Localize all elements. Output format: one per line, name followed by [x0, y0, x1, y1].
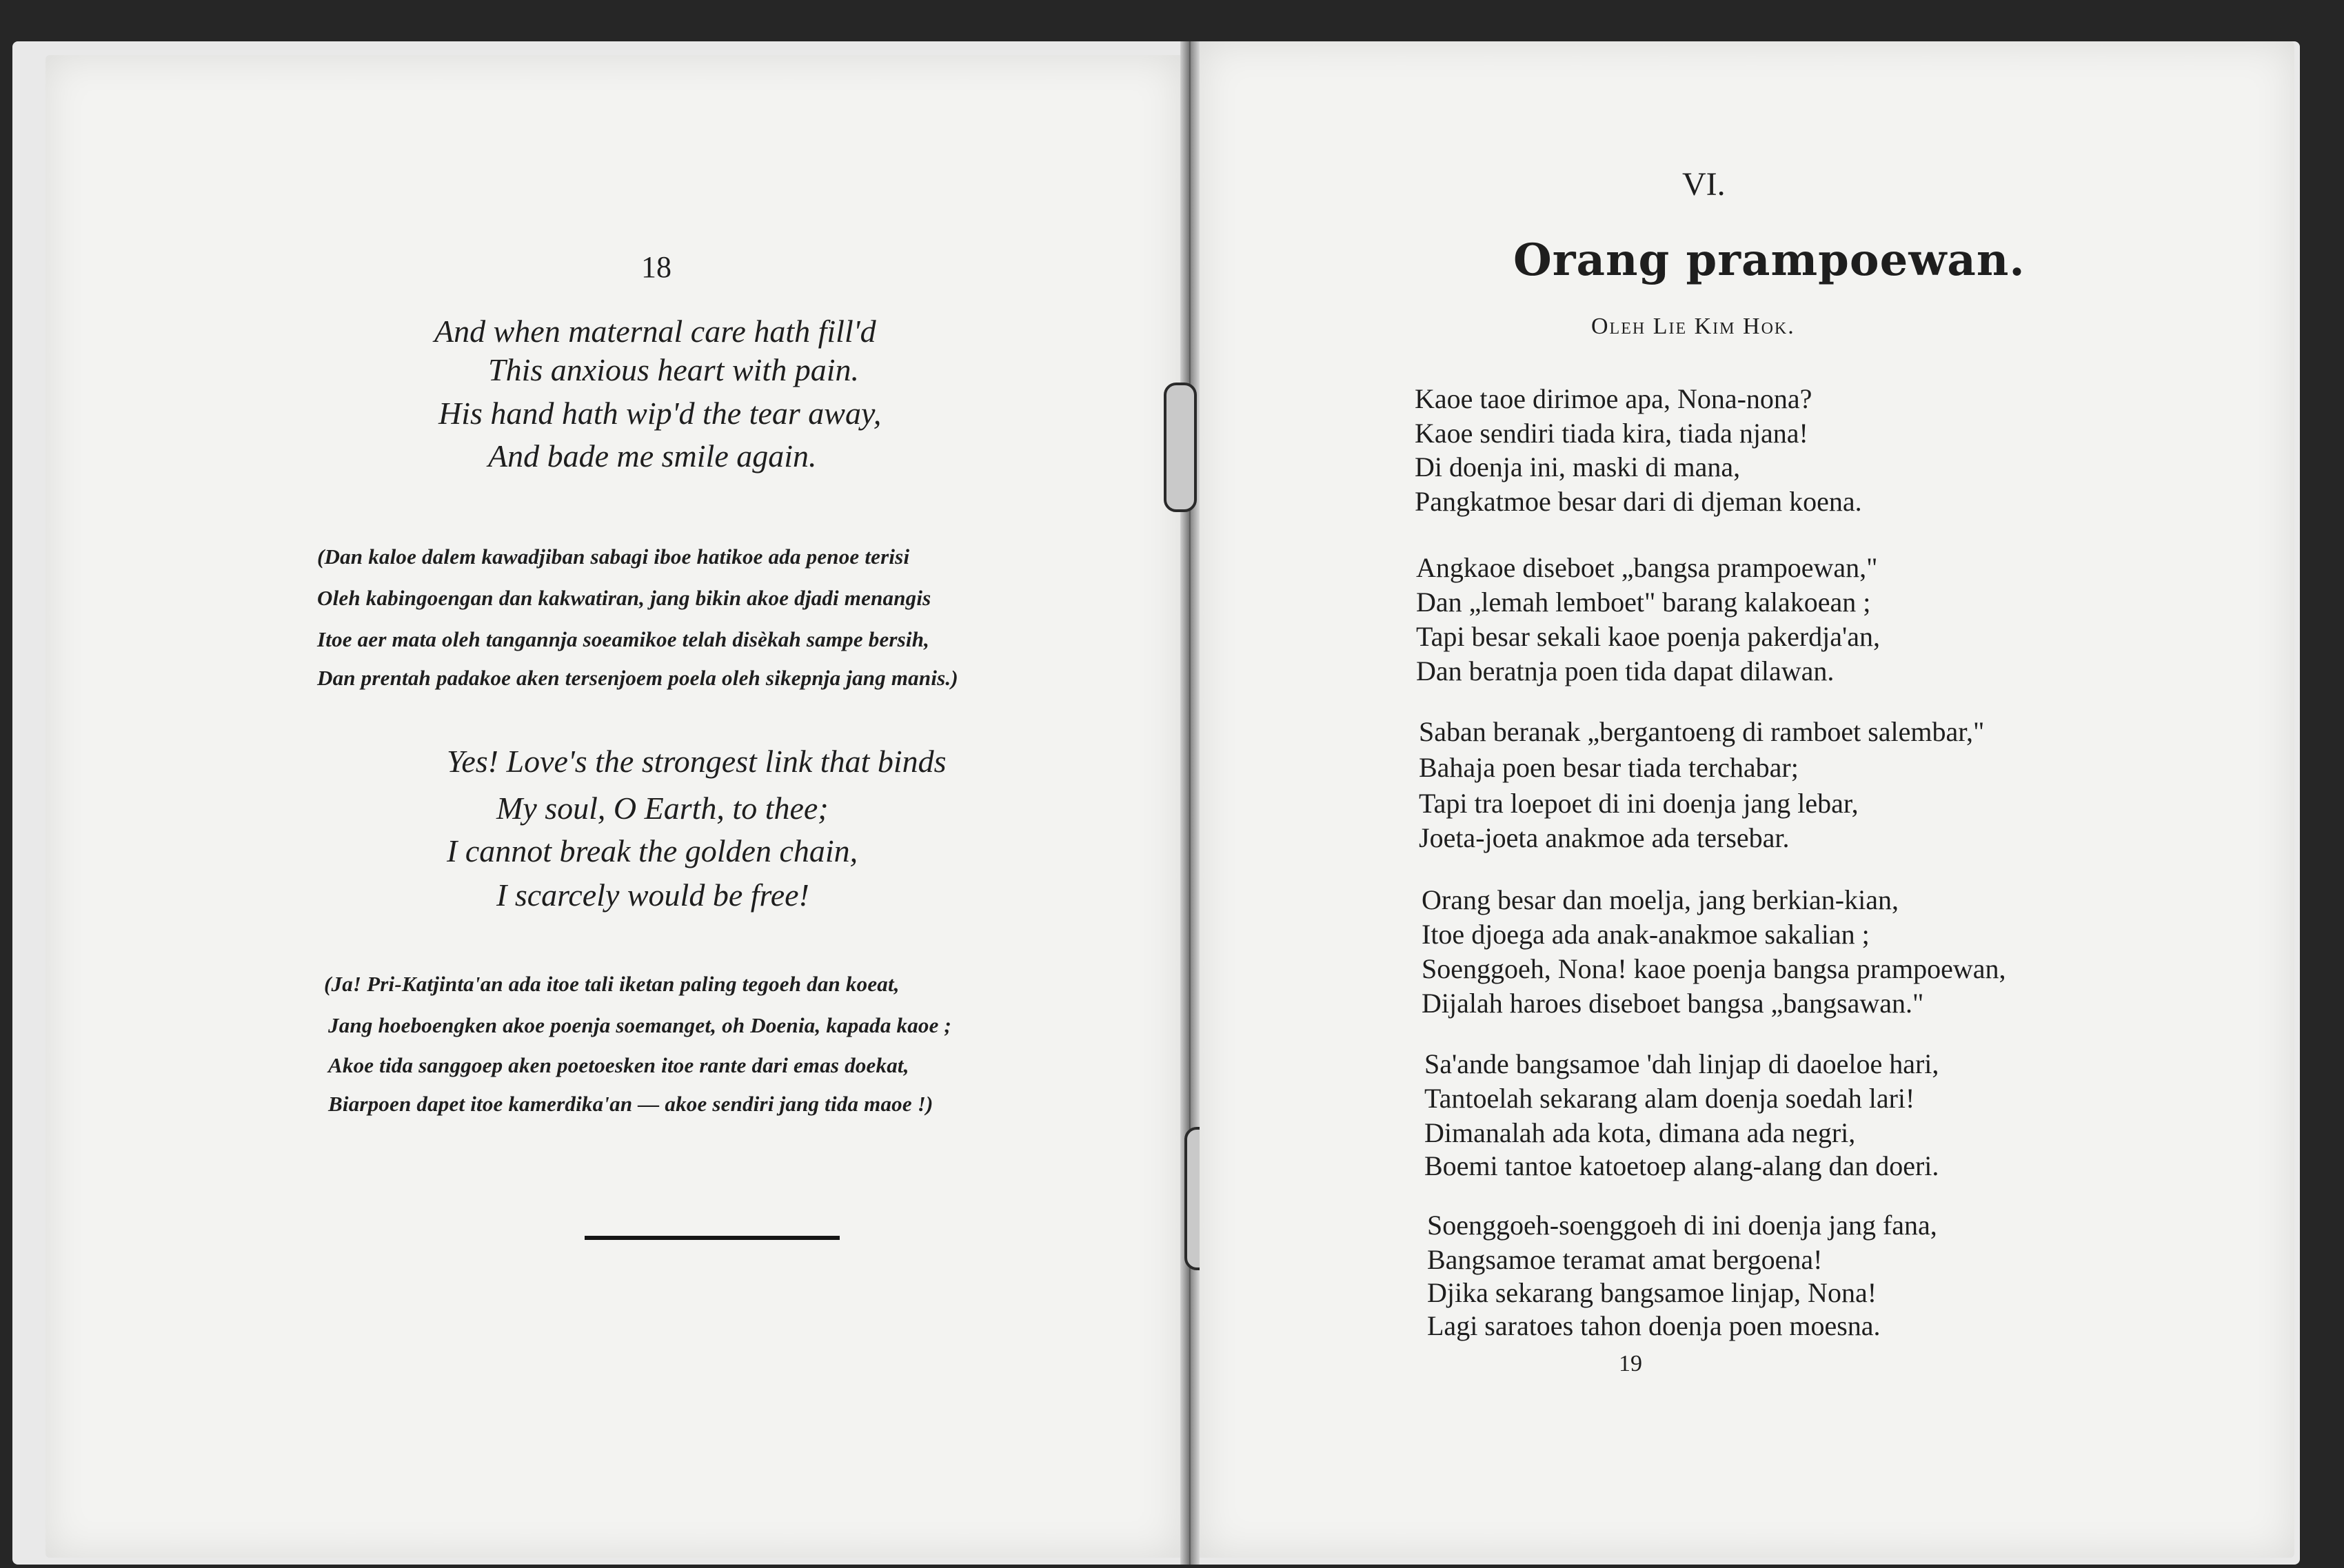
book-spread: [12, 41, 2300, 1565]
verse-line: Dimanalah ada kota, dimana ada negri,: [1424, 1117, 1856, 1148]
binding-stitch: [1164, 383, 1197, 512]
section-number: VI.: [1682, 166, 1726, 203]
verse-line: Kaoe taoe dirimoe apa, Nona-nona?: [1415, 383, 1812, 414]
verse-line: Soenggoeh, Nona! kaoe poenja bangsa prampoewan,: [1422, 953, 2006, 984]
translation-line: (Ja! Pri-Katjinta'an ada itoe tali iketan paling tegoeh dan koeat,: [324, 972, 900, 996]
verse-line: Tantoelah sekarang alam doenja soedah lari!: [1424, 1083, 1915, 1114]
verse-line: Dijalah haroes diseboet bangsa „bangsawan.": [1422, 988, 1924, 1019]
poem-line: I scarcely would be free!: [496, 877, 809, 913]
verse-line: Sa'ande bangsamoe 'dah linjap di daoeloe hari,: [1424, 1048, 1939, 1079]
verse-line: Di doenja ini, maski di mana,: [1415, 451, 1741, 482]
verse-line: Tapi besar sekali kaoe poenja pakerdja'an,: [1416, 621, 1880, 652]
poem-author: Oleh Lie Kim Hok.: [1591, 314, 1795, 339]
right-page: [1200, 41, 2294, 1558]
translation-line: Jang hoeboengken akoe poenja soemanget, oh Doenia, kapada kaoe ;: [328, 1013, 952, 1037]
poem-line: My soul, O Earth, to thee;: [496, 791, 829, 826]
verse-line: Joeta-joeta anakmoe ada tersebar.: [1419, 822, 1790, 853]
verse-line: Djika sekarang bangsamoe linjap, Nona!: [1427, 1277, 1877, 1308]
verse-line: Bahaja poen besar tiada terchabar;: [1419, 752, 1799, 783]
verse-line: Pangkatmoe besar dari di djeman koena.: [1415, 486, 1862, 517]
translation-line: Biarpoen dapet itoe kamerdika'an — akoe sendiri jang tida maoe !): [328, 1092, 933, 1116]
verse-line: Kaoe sendiri tiada kira, tiada njana!: [1415, 418, 1808, 449]
translation-line: Dan prentah padakoe aken tersenjoem poela oleh sikepnja jang manis.): [317, 666, 958, 690]
poem-line: I cannot break the golden chain,: [447, 833, 858, 868]
verse-line: Boemi tantoe katoetoep alang-alang dan doeri.: [1424, 1150, 1939, 1181]
verse-line: Lagi saratoes tahon doenja poen moesna.: [1427, 1310, 1881, 1341]
poem-line: This anxious heart with pain.: [488, 352, 859, 387]
translation-line: Itoe aer mata oleh tangannja soeamikoe telah disèkah sampe bersih,: [317, 627, 930, 651]
verse-line: Soenggoeh-soenggoeh di ini doenja jang fana,: [1427, 1210, 1937, 1241]
left-page: [46, 55, 1180, 1558]
verse-line: Dan beratnja poen tida dapat dilawan.: [1416, 655, 1835, 686]
translation-line: Akoe tida sanggoep aken poetoesken itoe rante dari emas doekat,: [328, 1053, 909, 1077]
book-gutter: [1180, 41, 1200, 1565]
poem-line: Yes! Love's the strongest link that binds: [447, 744, 947, 779]
poem-line: His hand hath wip'd the tear away,: [438, 396, 882, 431]
verse-line: Dan „lemah lemboet" barang kalakoean ;: [1416, 587, 1871, 618]
verse-line: Angkaoe diseboet „bangsa prampoewan,": [1416, 552, 1878, 583]
poem-title: Orang prampoewan.: [1513, 234, 2025, 286]
poem-line: And bade me smile again.: [488, 438, 817, 474]
verse-line: Orang besar dan moelja, jang berkian-kian,: [1422, 884, 1899, 915]
left-page-number: 18: [641, 250, 671, 284]
verse-line: Saban beranak „bergantoeng di ramboet salembar,": [1419, 716, 1985, 747]
translation-line: (Dan kaloe dalem kawadjiban sabagi iboe hatikoe ada penoe terisi: [317, 544, 910, 569]
verse-line: Bangsamoe teramat amat bergoena!: [1427, 1244, 1823, 1275]
right-page-number: 19: [1619, 1351, 1642, 1376]
translation-line: Oleh kabingoengan dan kakwatiran, jang bikin akoe djadi menangis: [317, 586, 931, 610]
end-rule: [585, 1236, 840, 1240]
poem-line: And when maternal care hath fill'd: [434, 314, 876, 349]
verse-line: Itoe djoega ada anak-anakmoe sakalian ;: [1422, 919, 1870, 950]
verse-line: Tapi tra loepoet di ini doenja jang lebar,: [1419, 788, 1859, 819]
